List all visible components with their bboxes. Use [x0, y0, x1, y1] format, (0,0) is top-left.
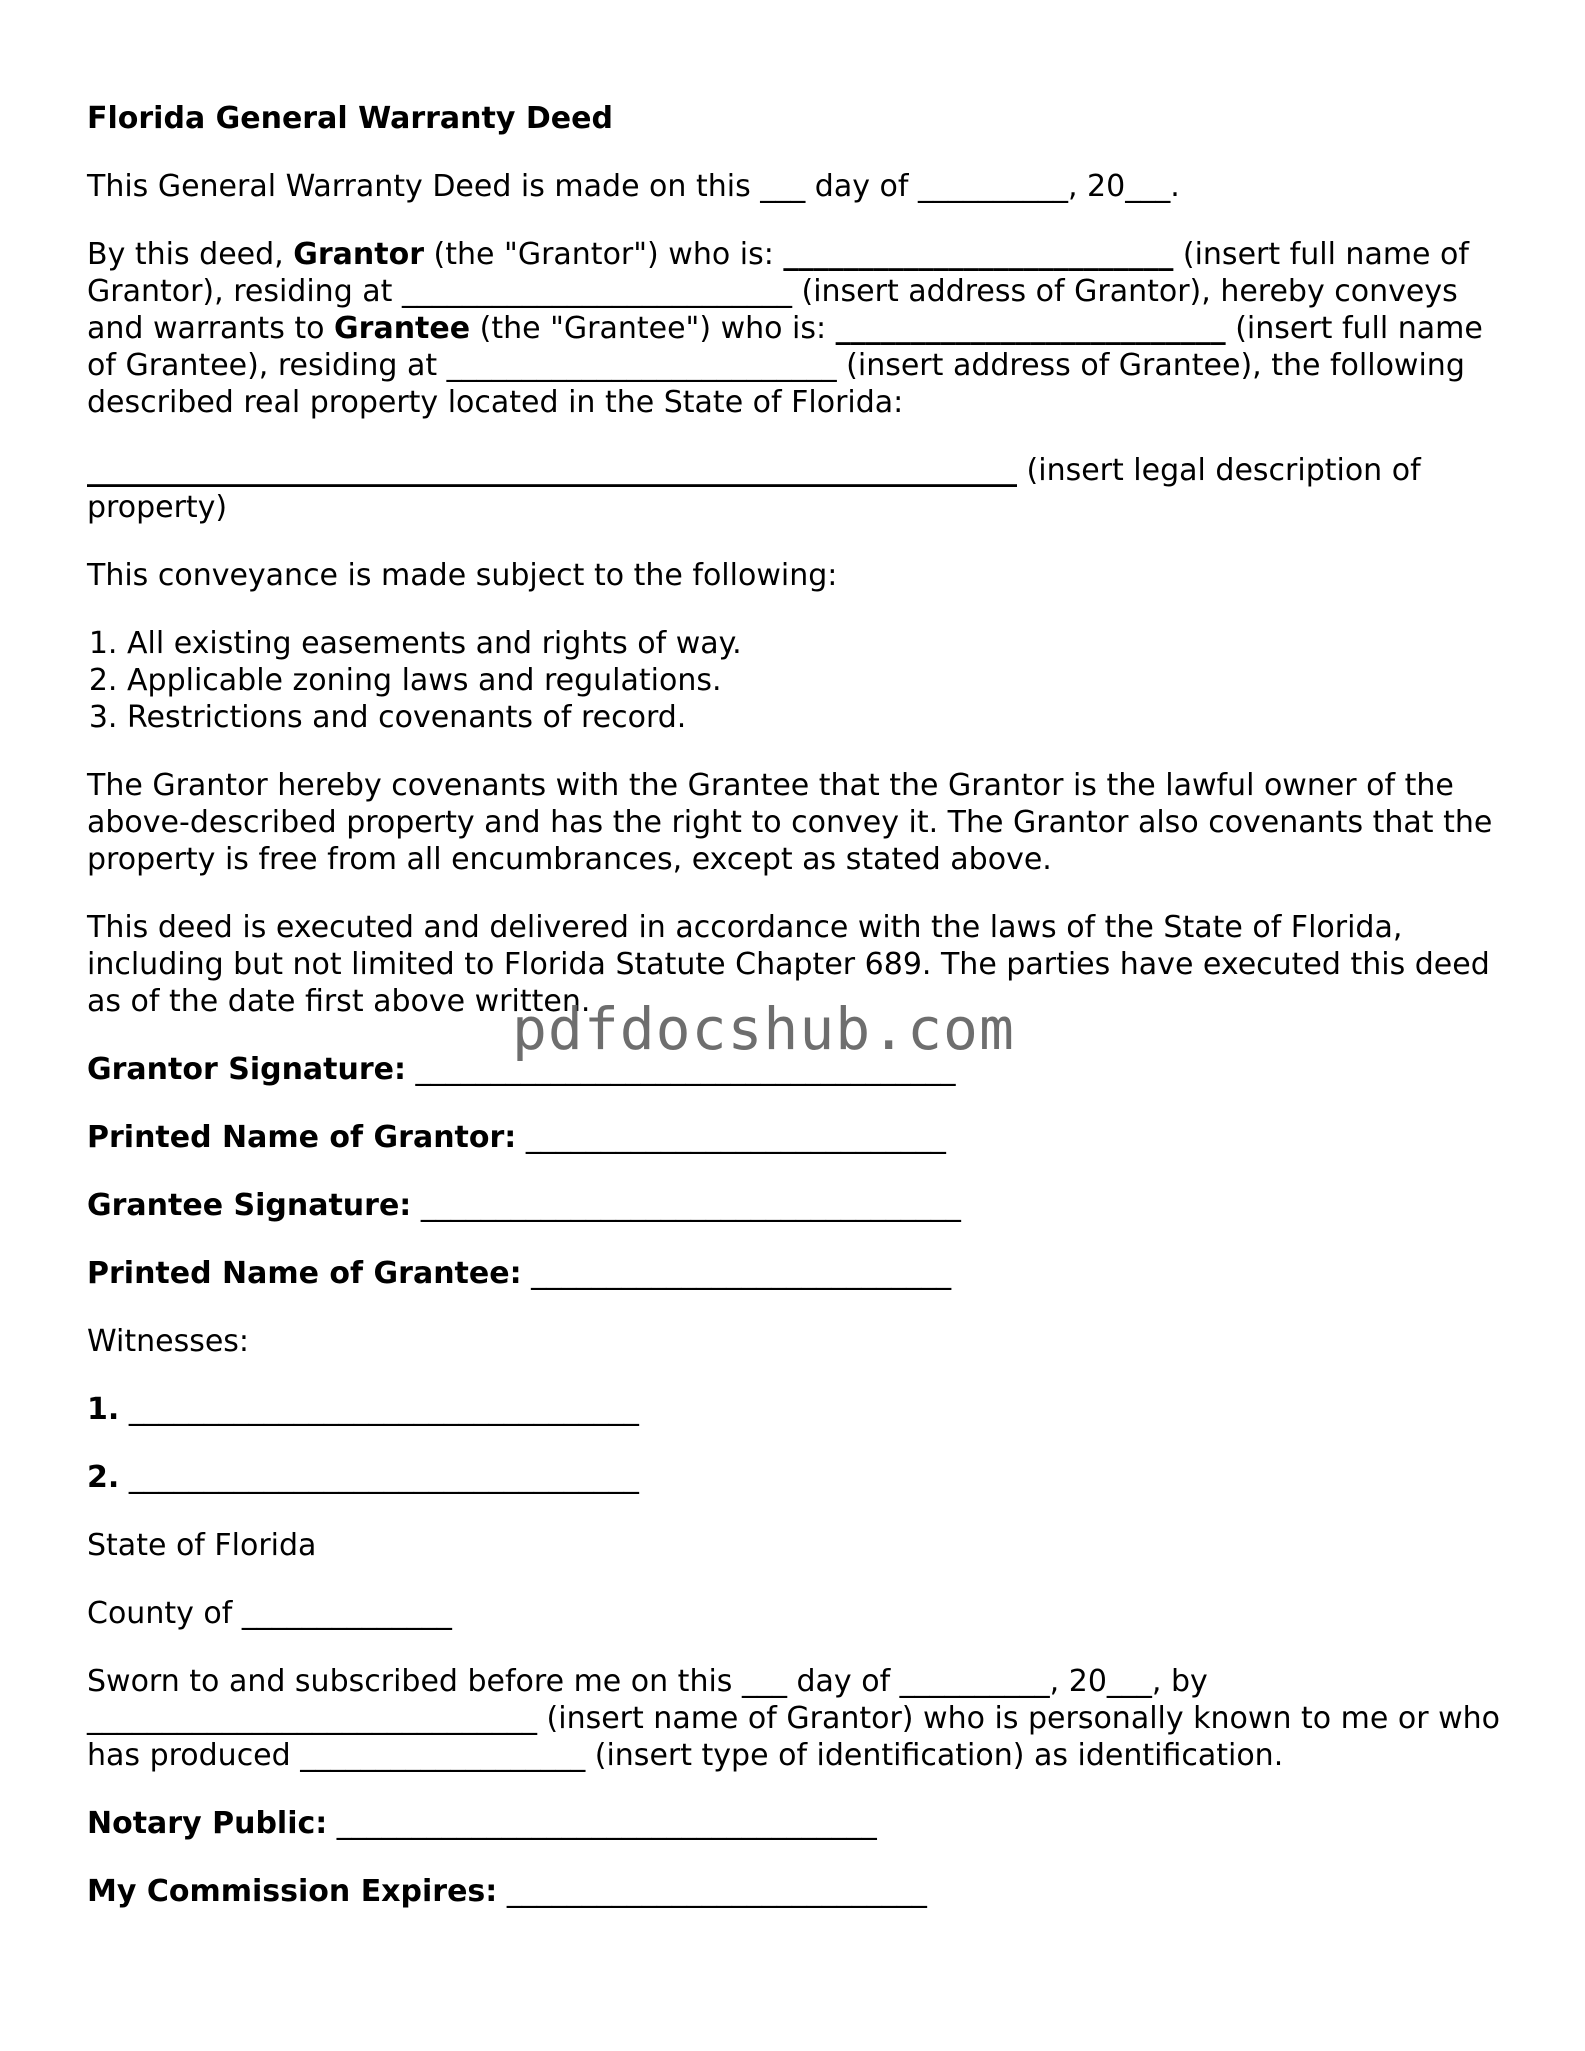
grantee-printed-name-label: Printed Name of Grantee:: [87, 1256, 522, 1291]
grantor-printed-name-line: [87, 1119, 1507, 1156]
execution-paragraph: This deed is executed and delivered in accordance with the laws of the State of Florida, including but not limited to Florida Statute Chapter 689. The parties have executed this deed as of the date first above written.: [87, 910, 1490, 1019]
grantee-signature-label: Grantee Signature:: [87, 1188, 412, 1223]
grantee-label: Grantee: [334, 311, 471, 346]
county-line: County of ______________: [87, 1596, 452, 1631]
witness-2-line: [87, 1459, 1507, 1496]
witnesses-label: Witnesses:: [87, 1324, 250, 1359]
legal-description-paragraph: [87, 452, 1507, 526]
subject-list: [87, 625, 1507, 736]
sworn-paragraph: Sworn to and subscribed before me on this ___ day of __________, 20___, by ______________________________ (insert name of Grantor) who is personally known to me or who has produced ___________________ (insert type of identification) as identification.: [87, 1664, 1500, 1773]
conveyance-text-1: By this deed,: [87, 237, 294, 272]
grantee-printed-name-field[interactable]: ____________________________: [521, 1256, 952, 1291]
covenant-paragraph: The Grantor hereby covenants with the Grantee that the Grantor is the lawful owner of the above-described property and has the right to convey it. The Grantor also covenants that the property is free from all encumbrances, except as stated above.: [87, 768, 1493, 877]
notary-public-field[interactable]: ____________________________________: [327, 1806, 877, 1841]
conveyance-text-2: (the "Grantor") who is:: [424, 237, 784, 272]
witness-1-field[interactable]: __________________________________: [119, 1392, 639, 1427]
legal-description-text: (insert legal description of property): [87, 453, 1421, 525]
subject-intro: This conveyance is made subject to the following:: [87, 558, 838, 593]
commission-expires-line: [87, 1873, 1507, 1910]
notary-public-label: Notary Public:: [87, 1806, 328, 1841]
document-title: Florida General Warranty Deed: [87, 101, 613, 136]
conveyance-text-4: (the "Grantee") who is:: [470, 311, 836, 346]
witness-1-line: [87, 1391, 1507, 1428]
commission-expires-field[interactable]: ____________________________: [497, 1874, 927, 1909]
state-line: State of Florida: [87, 1528, 317, 1563]
list-item: 2. Applicable zoning laws and regulations.: [127, 662, 1507, 699]
grantee-signature-line: [87, 1187, 1507, 1224]
watermark: pdfdocshub.com: [512, 995, 1015, 1063]
grantor-name-blank: __________________________: [783, 237, 1174, 272]
grantor-signature-field[interactable]: ____________________________________: [406, 1052, 956, 1087]
grantee-printed-name-line: [87, 1255, 1507, 1292]
commission-expires-label: My Commission Expires:: [87, 1874, 498, 1909]
conveyance-text-3: (insert full name of Grantor), residing at __________________________ (insert address of Grantor), hereby conveys and warrants to: [87, 237, 1469, 346]
intro-paragraph: This General Warranty Deed is made on this ___ day of __________, 20___.: [87, 169, 1180, 204]
grantor-signature-label: Grantor Signature:: [87, 1052, 407, 1087]
notary-public-line: [87, 1805, 1507, 1842]
conveyance-paragraph: [87, 236, 1507, 421]
witness-1-number: 1.: [87, 1392, 120, 1427]
witness-2-field[interactable]: __________________________________: [119, 1460, 639, 1495]
grantor-label: Grantor: [293, 237, 425, 272]
grantee-name-blank: __________________________: [835, 311, 1226, 346]
conveyance-text-5: (insert full name of Grantee), residing at __________________________ (insert address of Grantee), the following described real property located in the State of Florida:: [87, 311, 1483, 420]
witness-2-number: 2.: [87, 1460, 120, 1495]
list-item: 1. All existing easements and rights of way.: [127, 625, 1507, 662]
list-item: 3. Restrictions and covenants of record.: [127, 699, 1507, 736]
grantor-printed-name-label: Printed Name of Grantor:: [87, 1120, 517, 1155]
grantee-signature-field[interactable]: ____________________________________: [411, 1188, 961, 1223]
legal-description-blank: ______________________________________________________________: [87, 453, 1017, 488]
grantor-printed-name-field[interactable]: ____________________________: [516, 1120, 946, 1155]
